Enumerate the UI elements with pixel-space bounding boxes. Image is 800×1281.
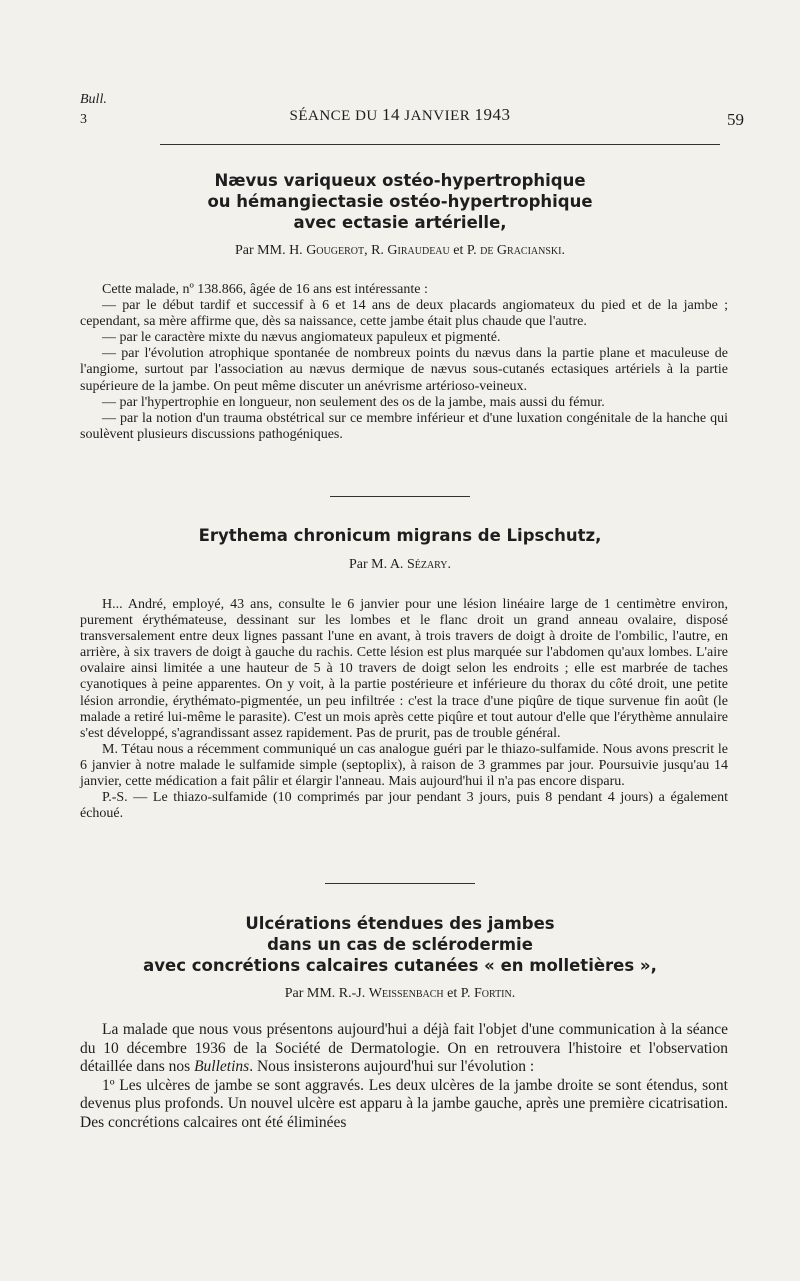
byline-suffix: .: [561, 243, 565, 258]
header-rule: [160, 144, 720, 145]
journal-title-italic: Bulletins: [194, 1058, 250, 1076]
byline-suffix: .: [447, 557, 452, 572]
running-title-prefix: SÉANCE DU: [289, 108, 382, 124]
article3-body: [80, 1021, 728, 1133]
article3-title-line: dans un cas de sclérodermie: [267, 935, 533, 954]
article2-paragraph: P.-S. — Le thiazo-sulfamide (10 comprimés par jour pendant 3 jours, puis 8 pendant 4 jours) a également échoué.: [80, 790, 728, 822]
author-name: de Gracianski: [480, 243, 562, 258]
byline-prefix: Par MM. H.: [235, 243, 307, 258]
article3-title-line: avec concrétions calcaires cutanées « en molletières »,: [143, 956, 657, 975]
article2-title: Erythema chronicum migrans de Lipschutz,: [198, 526, 602, 545]
article1-paragraph: — par l'évolution atrophique spontanée de nombreux points du nævus dans la partie plane et maculeuse de l'angiome, surtout par l'association au nævus dermique de nævus sous-cutanés ectasiques artériels à la partie supérieure de la jambe. On peut même discuter un anévrisme artérioso-veineux.: [80, 346, 728, 394]
author-name: Giraudeau: [387, 243, 450, 258]
article3-paragraph-text: . Nous insisterons aujourd'hui sur l'évolution :: [249, 1058, 535, 1076]
running-title-day: 14: [382, 105, 400, 124]
running-title-year: 1943: [474, 105, 511, 124]
author-name: Weissenbach: [368, 986, 444, 1001]
article1-title: [80, 170, 720, 233]
article1-paragraph: — par le caractère mixte du nævus angiomateux papuleux et pigmenté.: [102, 330, 501, 346]
byline-separator: et P.: [449, 243, 481, 258]
article2-byline: [80, 557, 720, 573]
article3-paragraph: 1º Les ulcères de jambe se sont aggravés. Les deux ulcères de la jambe droite se sont étendus, sont devenus plus profonds. Un nouvel ulcère est apparu à la jambe gauche, après une première cicatrisation. Des concrétions calcaires ont été éliminées: [80, 1076, 728, 1131]
article1-paragraph: — par l'hypertrophie en longueur, non seulement des os de la jambe, mais aussi du fémur.: [102, 394, 605, 410]
article1-title-line: ou hémangiectasie ostéo-hypertrophique: [207, 192, 593, 211]
byline-separator: et P.: [443, 986, 474, 1001]
article1-paragraph: Cette malade, nº 138.866, âgée de 16 ans est intéressante :: [102, 282, 428, 297]
page-number: 59: [727, 110, 744, 129]
article3-title: [80, 913, 720, 976]
article3-paragraph-text: La malade que nous vous présentons aujourd'hui a déjà fait l'objet d'une communication à la séance du 10 décembre 1936 de la Société de Dermatologie. On en retrouvera l'histoire et l'observation détaillée dans nos: [80, 1021, 728, 1076]
running-title: [0, 105, 800, 125]
byline-prefix: Par MM. R.-J.: [284, 986, 369, 1001]
author-name: Gougerot: [306, 243, 365, 258]
bulletin-abbreviation: Bull.: [80, 92, 107, 107]
byline-prefix: Par M. A.: [348, 557, 407, 572]
section-divider: [330, 496, 470, 497]
byline-suffix: .: [511, 986, 516, 1001]
article2-paragraph: M. Tétau nous a récemment communiqué un cas analogue guéri par le thiazo-sulfamide. Nous avons prescrit le 6 janvier à notre malade le sulfamide simple (septoplix), à raison de 3 grammes par jour. Poursuivie jusqu'au 14 janvier, cette médication a fait pâlir et élargir l'anneau. Mais aujourd'hui il n'a pas encore disparu.: [80, 741, 728, 790]
article3-paragraph: [80, 1021, 728, 1077]
article1-byline: [80, 243, 720, 259]
article1-paragraph: — par le début tardif et successif à 6 et 14 ans de deux placards angiomateux du pied et de la jambe ; cependant, sa mère affirme que, dès sa naissance, cette jambe était plus chaude que l'autre.: [80, 298, 728, 330]
byline-separator: , R.: [364, 243, 388, 258]
article3-byline: [80, 986, 720, 1002]
running-title-month: JANVIER: [400, 108, 475, 124]
article1-paragraph: — par la notion d'un trauma obstétrical sur ce membre inférieur et d'une luxation congénitale de la hanche qui soulèvent plusieurs discussions pathogéniques.: [80, 410, 728, 442]
bulletin-number: 3: [80, 112, 87, 127]
article1-title-line: Nævus variqueux ostéo-hypertrophique: [214, 171, 586, 190]
article1-body: [80, 282, 728, 443]
section-divider: [325, 883, 475, 884]
author-name: Sézary: [406, 557, 448, 572]
article3-title-line: Ulcérations étendues des jambes: [245, 914, 555, 933]
article2-paragraph: H... André, employé, 43 ans, consulte le 6 janvier pour une lésion linéaire large de 1 centimètre environ, purement érythémateuse, dessinant sur les lombes et le flanc droit un grand anneau ovalaire, disposé transversalement entre deux lignes passant l'une en avant, à trois travers de doigt à droite de l'ombilic, l'autre, en arrière, à six travers de doigt à gauche du rachis. Cette lésion est plus marquée sur l'abdomen qu'aux lombes. L'aire ovalaire ainsi limitée a une hauteur de 5 à 10 travers de doigt selon les endroits ; elle est marbrée de taches cyanotiques à peine apparentes. On y voit, à la partie postérieure et inférieure du thorax du côté droit, une petite lésion arrondie, érythémato-pigmentée, un peu infiltrée : c'est la trace d'une piqûre de tique survenue fin août (le malade a retiré lui-même le parasite). C'est un mois après cette piqûre et tout autour d'elle que l'érythème annulaire s'est développé, s'agrandissant assez rapidement. Pas de prurit, pas de trouble général.: [80, 597, 728, 741]
article1-title-line: avec ectasie artérielle,: [293, 213, 507, 232]
article2-body: [80, 597, 728, 822]
author-name: Fortin: [474, 986, 512, 1001]
